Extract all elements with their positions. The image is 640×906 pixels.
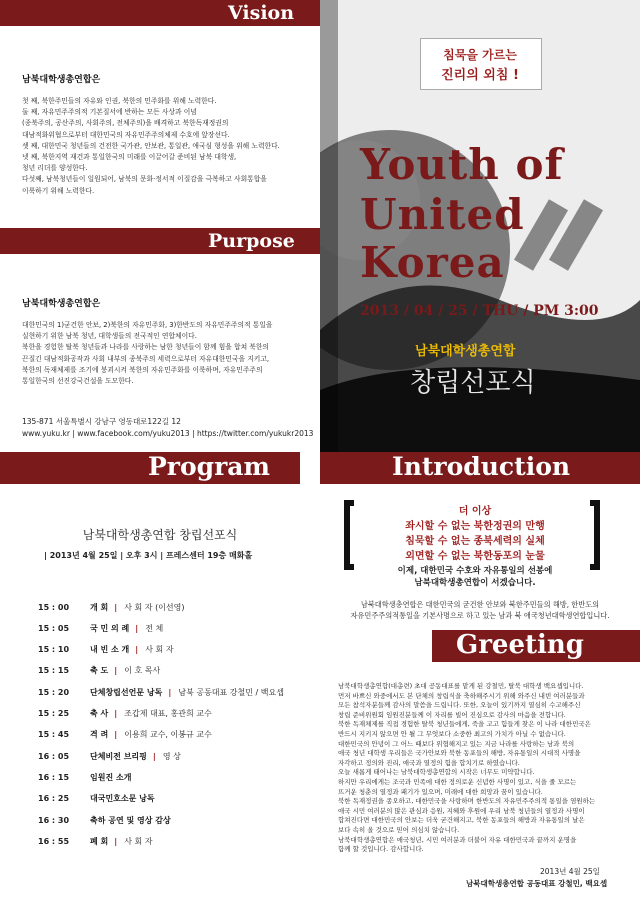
intro-line-4: 이제, 대한민국 수호와 자유통일의 선봉에 [397, 566, 553, 576]
vision-line: 이룩하기 위해 노력한다. [22, 186, 95, 195]
schedule-row [38, 813, 177, 827]
vision-line: 대남적화위협으로부터 대한민국의 자유민주주의체제 수호에 앞장선다. [22, 130, 230, 139]
schedule-item: 임원진 소개 [90, 772, 132, 782]
schedule-item: 축하 공연 및 영상 감상 [90, 815, 171, 825]
schedule-item: 내 빈 소 개 [90, 645, 130, 655]
event-poster [320, 0, 640, 453]
schedule-row [38, 749, 181, 763]
schedule-divider: | [135, 623, 139, 633]
schedule-row [38, 707, 212, 721]
greeting-line: 뜨거운 청춘의 열정과 패기가 있으며, 미래에 대한 희망과 꿈이 있습니다. [338, 787, 543, 796]
poster-title-2: United [360, 190, 525, 239]
vision-text [22, 96, 312, 197]
schedule-detail: 영 상 [162, 751, 181, 761]
greeting-line: 대한민국의 안녕이 그 어느 때보다 위협해지고 있는 지금 나라를 사랑하는 남과 북의 [338, 739, 575, 748]
purpose-line: 북한을 경험한 탈북 청년들과 나라를 사랑하는 남한 청년들이 함께 힘을 합쳐 북한의 [22, 343, 270, 352]
poster-title-1: Youth of [360, 140, 564, 189]
schedule-detail: 전 체 [145, 623, 164, 633]
purpose-line: 실현하기 위한 남북 청년, 대학생들의 전국적인 연합체이다. [22, 332, 197, 341]
schedule-time: 15 : 20 [38, 687, 70, 697]
greeting-banner-label: Greeting [456, 630, 584, 660]
purpose-line: 대한민국의 1)굳건한 안보, 2)북한의 자유민주화, 3)한반도의 자유민주주의적 통일을 [22, 321, 273, 329]
greeting-signature: 남북대학생총연합 공동대표 강철민, 백요셉 [466, 879, 608, 888]
schedule-divider: | [114, 709, 118, 718]
vision-line: 넷 째, 북한지역 재건과 통일한국의 미래를 이끌어갈 준비된 남북 대학생, [22, 153, 237, 162]
greeting-text [338, 682, 633, 855]
schedule-item: 국 민 의 례 [90, 623, 130, 633]
intro-line-0: 더 이상 [458, 506, 492, 517]
poster-event: 창립선포식 [410, 368, 536, 398]
schedule-time: 15 : 15 [38, 666, 70, 676]
schedule-row [38, 600, 185, 614]
schedule-item: 폐 회 [90, 836, 109, 846]
schedule-row [38, 643, 174, 657]
schedule-detail: 남북 공동대표 강철민 / 백요셉 [178, 687, 284, 697]
poster-org: 남북대학생총연합 [415, 344, 516, 359]
schedule-detail: 이용희 교수, 이봉규 교수 [124, 730, 212, 740]
greeting-line: 창립 준비위원회 임원진분들께 이 자리를 빌어 진심으로 감사의 마음을 전합니다. [338, 710, 566, 719]
schedule-time: 16 : 25 [38, 794, 70, 804]
schedule-time: 15 : 00 [38, 602, 70, 612]
right-bracket [590, 500, 600, 570]
greeting-line: 먼저 바쁘신 와중에서도 본 단체의 창립식을 축하해주시기 위해 와주신 내빈 여러분들과 [338, 691, 585, 700]
purpose-text [22, 320, 312, 387]
schedule-time: 15 : 05 [38, 623, 70, 633]
purpose-banner-label: Purpose [208, 230, 295, 252]
greeting-line: 남북대학생총연합(대총련) 초대 공동대표를 맡게 된 강철민, 탈북 대학생 백요셉입니다. [338, 682, 584, 690]
greeting-date: 2013년 4월 25일 [540, 867, 600, 876]
program-info: | 2013년 4월 25일 | 오후 3시 | 프레스센터 19층 매화홀 [44, 551, 253, 560]
vision-line: (종북주의, 공산주의, 사회주의, 전체주의)을 배격하고 북한독재정권의 [22, 119, 229, 128]
schedule-time: 16 : 15 [38, 772, 70, 782]
greeting-line: 오늘 새롭게 태어나는 남북대학생총연합의 시작은 너무도 미약합니다. [338, 768, 535, 777]
vision-line: 청년 리더를 양성한다. [22, 164, 88, 173]
schedule-detail: 사 회 자 [145, 645, 174, 655]
greeting-line: 북한 독재체제를 직접 경험한 탈북 청년들에게, 죽을 고고 힘들게 찾은 이 나라 대한민국은 [338, 720, 591, 729]
schedule-item: 단체창립선언문 낭독 [90, 687, 163, 697]
schedule-divider: | [114, 666, 118, 676]
greeting-line: 합쳐진다면 대한민국의 안보는 더욱 굳건해지고, 북한 동포들의 해방과 자유통일의 날은 [338, 816, 585, 825]
schedule-item: 축 사 [90, 709, 109, 718]
program-banner-label: Program [148, 452, 270, 481]
tagline-line-2: 진리의 외침 ! [441, 68, 519, 83]
vision-line: 첫 째, 북한주민들의 자유와 인권, 북한의 민주화를 위해 노력한다. [22, 97, 217, 105]
schedule-row [38, 770, 137, 784]
schedule-divider: | [135, 645, 139, 655]
greeting-line: 애국 청년 대학생 우리들은 국가안보와 북한 동포들의 해방, 자유통일의 시대적 사명을 [338, 749, 581, 758]
schedule-item: 대국민호소문 낭독 [90, 794, 155, 804]
schedule-item: 개 회 [90, 602, 109, 612]
vision-banner-label: Vision [228, 2, 295, 24]
program-title: 남북대학생총연합 창립선포식 [82, 528, 238, 542]
vision-heading: 남북대학생총연합은 [22, 75, 101, 85]
purpose-heading: 남북대학생총연합은 [22, 299, 101, 309]
schedule-time: 16 : 55 [38, 836, 70, 846]
address: 135-871 서울특별시 강남구 영동대로122길 12 [22, 417, 181, 426]
schedule-row [38, 834, 153, 848]
schedule-divider: | [152, 751, 156, 761]
schedule-divider: | [114, 730, 118, 740]
intro-line-2: 침묵할 수 없는 종북세력의 실체 [405, 536, 545, 547]
greeting-line: 남북대학생총연합은 애국청년, 시민 여러분과 더불어 자유 대한민국과 끝까지 운명을 [338, 835, 577, 844]
schedule-time: 15 : 45 [38, 730, 70, 740]
poster-title-3: Korea [360, 238, 505, 287]
schedule-row [38, 685, 284, 699]
intro-line-5: 남북대학생총연합이 서겠습니다. [414, 578, 536, 588]
schedule-divider: | [168, 687, 172, 697]
tagline-line-1: 침묵을 가르는 [443, 48, 517, 62]
purpose-line: 끈질긴 대남적화공작과 사회 내부의 종북주의 세력으로부터 자유대한민국을 지키고, [22, 354, 270, 363]
schedule-item: 축 도 [90, 666, 109, 676]
program-schedule [0, 600, 320, 860]
schedule-detail: 사 회 자 [124, 836, 153, 846]
schedule-time: 16 : 30 [38, 815, 70, 825]
schedule-time: 15 : 10 [38, 645, 70, 655]
schedule-row [38, 664, 160, 678]
web-links[interactable]: www.yuku.kr | www.facebook.com/yuku2013 | https://twitter.com/yukukr2013 [22, 429, 314, 438]
schedule-row [38, 621, 163, 635]
schedule-time: 16 : 05 [38, 751, 70, 761]
schedule-item: 단체비전 브리핑 [90, 751, 147, 761]
schedule-detail: 이 호 목사 [124, 666, 161, 676]
purpose-line: 북한의 독재체제를 조기에 붕괴시켜 북한의 자유민주화를 이룩하며, 자유민주주의 [22, 365, 263, 374]
purpose-line: 통일한국의 선진강국건설을 도모한다. [22, 377, 134, 386]
intro-sub-2: 자유민주주의적통일을 기본사명으로 하고 있는 남과 북 애국청년대학생연합입니다. [350, 611, 610, 620]
vision-line: 둘 째, 자유민주주의적 기본질서에 반하는 모든 사상과 이념 [22, 108, 197, 117]
intro-line-3: 외면할 수 없는 북한동포의 눈물 [405, 551, 545, 562]
poster-date: 2013 / 04 / 25 / THU / PM 3:00 [360, 303, 599, 319]
schedule-item: 격 려 [90, 730, 109, 740]
greeting-line: 하지만 우리에게는 조국과 민족에 대한 정의로운 신념한 사명이 있고, 식을 줄 모르는 [338, 777, 577, 786]
intro-sub-1: 남북대학생총연합은 대한민국의 굳건한 안보와 북한주민들의 해방, 한반도의 [360, 600, 600, 609]
schedule-row [38, 792, 161, 806]
schedule-detail: 사 회 자 (이선영) [124, 602, 185, 612]
greeting-line: 자각하고 정의와 진리, 애국과 열정의 힘을 합치기로 하였습니다. [338, 758, 520, 767]
intro-line-1: 좌시할 수 없는 북한정권의 만행 [405, 521, 545, 532]
left-bracket [344, 500, 354, 570]
greeting-line: 함께 할 것입니다. 감사합니다. [338, 845, 424, 854]
schedule-time: 15 : 25 [38, 709, 70, 718]
vision-line: 셋 째, 대한민국 청년들의 건전한 국가관, 안보관, 통일관, 애국심 형성을 위해 노력한다. [22, 141, 280, 150]
introduction-banner-label: Introduction [392, 452, 571, 481]
schedule-row [38, 728, 212, 742]
schedule-detail: 조갑제 대표, 홍관희 교수 [124, 709, 212, 718]
greeting-line: 애국 시민 여러분의 많은 관심과 응원, 지혜와 후원에 우리 남북 청년들의 열정과 사명이 [338, 806, 585, 815]
schedule-divider: | [114, 836, 118, 846]
vision-line: 다섯째, 남북청년들이 일원되어, 남북의 문화·정서적 이질감을 극복하고 사회통합을 [22, 175, 267, 184]
greeting-line: 모든 참석자분들께 감사의 말씀을 드립니다. 또한, 오늘이 있기까지 열심히 수고해주신 [338, 701, 581, 710]
greeting-line: 반드시 지키지 않으면 안 될 그 무엇보다 소중한 최고의 가치가 아닐 수 없습니다. [338, 729, 566, 738]
greeting-line: 보다 속히 올 것으로 믿어 의심치 않습니다. [338, 825, 460, 834]
greeting-line: 북한 독재정권을 종오하고, 대한민국을 사랑하며 한반도의 자유민주주의적 통일을 염원하는 [338, 797, 596, 806]
schedule-divider: | [114, 602, 118, 612]
